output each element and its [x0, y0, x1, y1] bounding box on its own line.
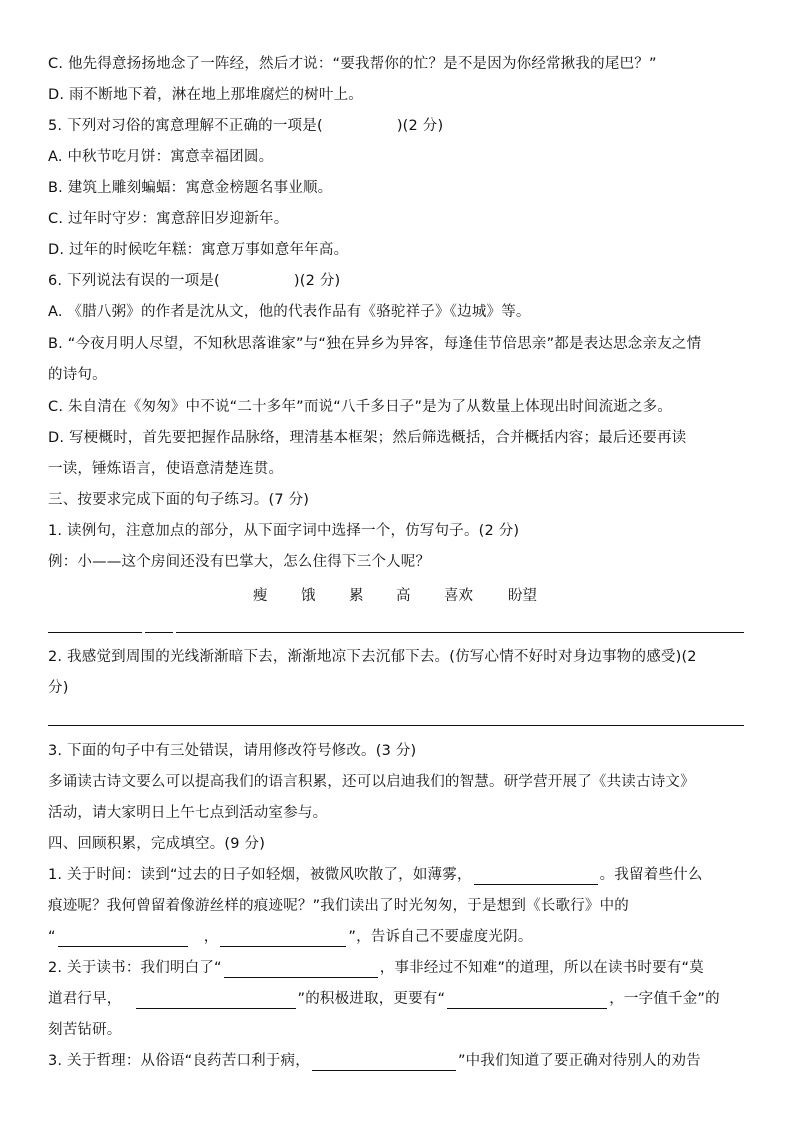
q6-option-d: D. 写梗概时，首先要把握作品脉络，理清基本框架；然后筛选概括，合并概括内容；最后还要再读 — [48, 430, 687, 446]
question-5 — [48, 116, 748, 136]
question-6-score: )(2 分) — [293, 273, 341, 289]
section-3-heading: 三、按要求完成下面的句子练习。(7 分) — [48, 492, 310, 508]
q5-option-a: A. 中秋节吃月饼：寓意幸福团圆。 — [48, 149, 274, 165]
answer-line-sentence[interactable] — [176, 632, 744, 633]
question-6 — [48, 271, 748, 291]
q6-option-c: C. 朱自清在《匆匆》中不说“二十多年”而说“八千多日子”是为了从数量上体现出时间流逝之多。 — [48, 399, 673, 415]
q5-option-c: C. 过年时守岁：寓意辞旧岁迎新年。 — [48, 211, 289, 227]
fill-blank[interactable] — [220, 930, 346, 947]
task-3-instruction: 3. 下面的句子中有三处错误，请用修改符号修改。(3 分) — [48, 743, 417, 759]
q6-option-b: B. “今夜月明人尽望，不知秋思落谁家”与“独在异乡为异客，每逢佳节倍思亲”都是表达思念亲友之情 — [48, 336, 702, 352]
word-choice: 累 — [349, 588, 364, 604]
task-3-sentence: 多诵读古诗文要么可以提高我们的语言积累，还可以启迪我们的智慧。研学营开展了《共读古诗文》 — [48, 774, 695, 790]
fill-blank[interactable] — [224, 961, 378, 978]
word-choice: 高 — [396, 588, 411, 604]
fill-blank[interactable] — [447, 992, 607, 1009]
fill-blank[interactable] — [312, 1054, 456, 1071]
task-2-instruction-cont: 分) — [48, 680, 69, 696]
word-choice: 饿 — [301, 588, 316, 604]
answer-line-dash[interactable] — [145, 632, 173, 633]
question-5-score: )(2 分) — [396, 118, 444, 134]
q6-option-b-cont: 的诗句。 — [48, 367, 107, 383]
fill-3-line-1: 3. 关于哲理：从俗语“良药苦口利于病， ”中我们知道了要正确对待别人的劝告 — [48, 1053, 701, 1069]
option-d-text: D. 雨不断地下着，淋在地上那堆腐烂的树叶上。 — [48, 87, 363, 103]
question-6-stem: 6. 下列说法有误的一项是( — [48, 273, 220, 289]
fill-1-line-3: “ ， ”，告诉自己不要虚度光阴。 — [48, 929, 533, 945]
q5-option-b: B. 建筑上雕刻蝙蝠：寓意金榜题名事业顺。 — [48, 180, 333, 196]
fill-blank[interactable] — [58, 930, 188, 947]
fill-2-line-1: 2. 关于读书：我们明白了“ ，事非经过不知难”的道理，所以在读书时要有“莫 — [48, 960, 704, 976]
task-1-instruction: 1. 读例句，注意加点的部分，从下面字词中选择一个，仿写句子。(2 分) — [48, 523, 520, 539]
task-2-instruction: 2. 我感觉到周围的光线渐渐暗下去，渐渐地凉下去沉郁下去。(仿写心情不好时对身边事物的感受)(2 — [48, 649, 697, 665]
fill-1-line-2: 痕迹呢？我何曾留着像游丝样的痕迹呢？”我们读出了时光匆匆，于是想到《长歌行》中的 — [48, 898, 630, 914]
q5-option-d: D. 过年的时候吃年糕：寓意万事如意年年高。 — [48, 242, 349, 258]
example-sentence: 例：小——这个房间还没有巴掌大，怎么住得下三个人呢？ — [48, 554, 431, 570]
fill-blank[interactable] — [136, 992, 296, 1009]
answer-line-task-2[interactable] — [48, 725, 744, 726]
q6-option-a: A. 《腊八粥》的作者是沈从文，他的代表作品有《骆驼祥子》《边城》等。 — [48, 304, 531, 320]
word-choice: 盼望 — [508, 588, 537, 604]
word-choice: 瘦 — [253, 588, 268, 604]
word-choice: 喜欢 — [444, 588, 473, 604]
fill-blank[interactable] — [474, 868, 598, 885]
fill-2-line-3: 刻苦钻研。 — [48, 1022, 122, 1038]
answer-line-word[interactable] — [48, 632, 142, 633]
q6-option-d-cont: 一读，锤炼语言，使语意清楚连贯。 — [48, 461, 284, 477]
fill-1-line-1: 1. 关于时间：读到“过去的日子如轻烟，被微风吹散了，如薄雾， 。我留着些什么 — [48, 867, 703, 883]
task-3-sentence-cont: 活动，请大家明日上午七点到活动室参与。 — [48, 805, 328, 821]
option-c-text: C. 他先得意扬扬地念了一阵经，然后才说：“要我帮你的忙？是不是因为你经常揪我的尾巴？” — [48, 56, 657, 72]
section-4-heading: 四、回顾积累，完成填空。(9 分) — [48, 836, 266, 852]
fill-2-line-2: 道君行早， ”的积极进取，更要有“ ，一字值千金”的 — [48, 991, 720, 1007]
question-5-stem: 5. 下列对习俗的寓意理解不正确的一项是( — [48, 118, 323, 134]
